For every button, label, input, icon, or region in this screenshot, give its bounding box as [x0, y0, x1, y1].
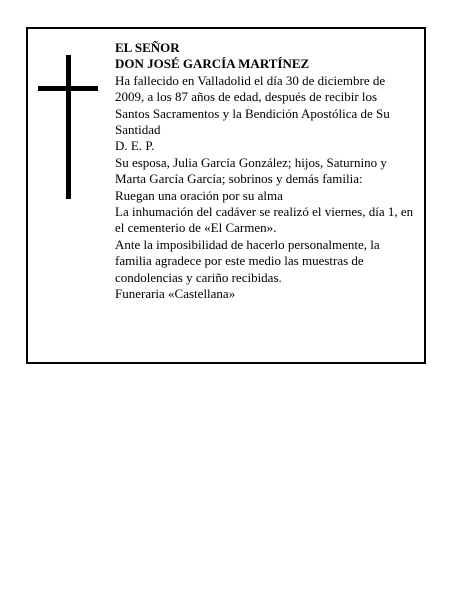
funeral-home: Funeraria «Castellana» — [115, 286, 236, 302]
cross-icon — [38, 55, 98, 199]
obituary-text — [115, 40, 415, 303]
obituary-notice — [26, 27, 426, 364]
title-line: EL SEÑOR — [115, 40, 180, 55]
rip-line: D. E. P. — [115, 138, 155, 154]
death-announcement: Ha fallecido en Valladolid el día 30 de diciembre de 2009, a los 87 años de edad, después de recibir los Santos Sacramentos y la Bendición Apostólica de Su Santidad — [115, 72, 390, 138]
burial-info: La inhumación del cadáver se realizó el viernes, día 1, en el cementerio de «El Carmen». — [115, 204, 414, 236]
prayer-request: Ruegan una oración por su alma — [115, 187, 283, 203]
family-line: Su esposa, Julia García González; hijos, Saturnino y Marta García García; sobrinos y demás familia: — [115, 154, 387, 187]
gratitude-note: Ante la imposibilidad de hacerlo personalmente, la familia agradece por este medio las muestras de condolencias y cariño recibidas. — [115, 236, 380, 285]
deceased-name: DON JOSÉ GARCÍA MARTÍNEZ — [115, 56, 310, 72]
